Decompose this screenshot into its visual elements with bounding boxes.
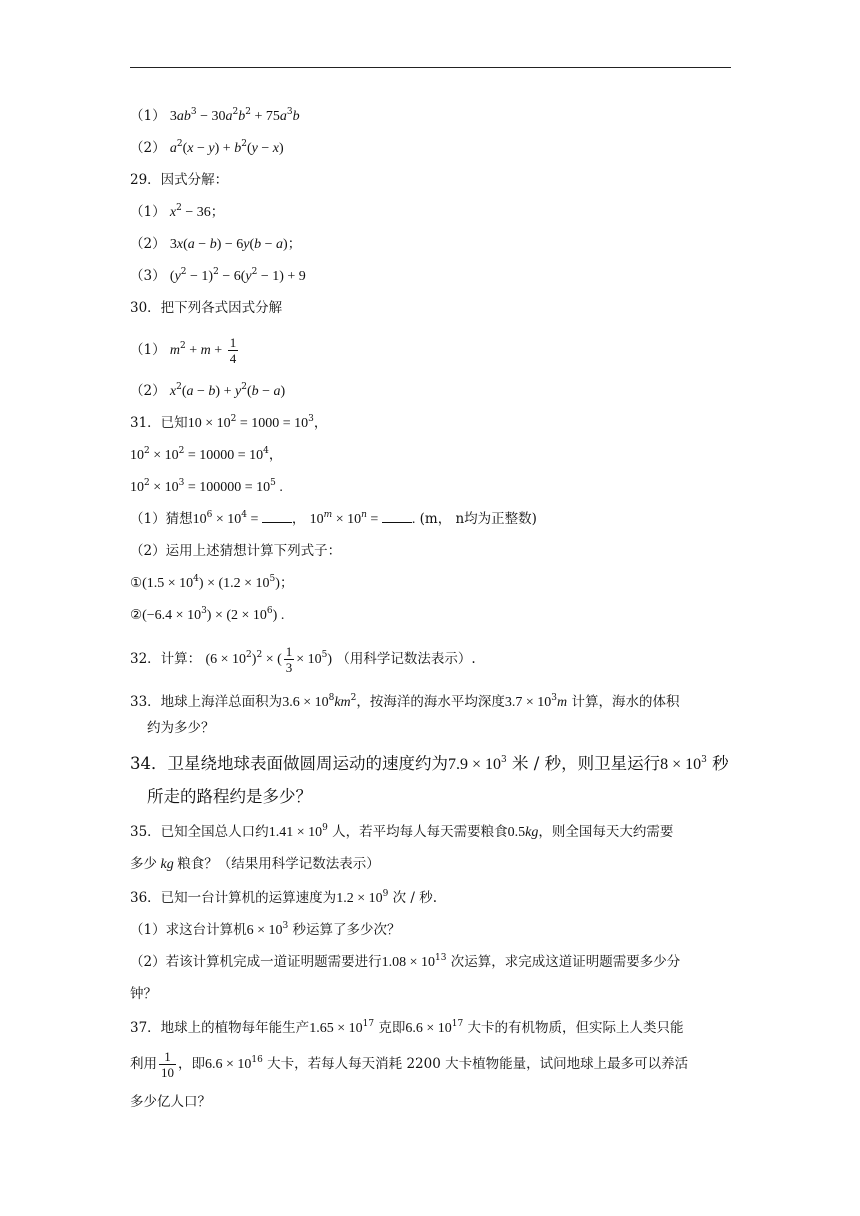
q36-part2-line1: （2）若该计算机完成一道证明题需要进行$1.08 \times 10^{13}$ 次运算，求完成这道证明题需要多少分	[130, 952, 681, 970]
q35-line1: 35．已知全国总人口约$1.41 \times 10^9$ 人，若平均每人每天需要粮食0.5kg，则全国每天大约需要	[130, 822, 674, 840]
q31-title: 31．已知$10 \times 10^2 = 1000 = 10^3$，	[130, 413, 328, 431]
q31-example2: $10^2 \times 10^2 = 10000 = 10^4$，	[130, 445, 283, 463]
q29-part2: （2） 3x(a − b) − 6y(b − a)；	[130, 236, 302, 252]
q36-title: 36．已知一台计算机的运算速度为$1.2 \times 10^9$ 次 / 秒.	[130, 888, 438, 906]
q31-guess: （1）猜想$10^6 \times 10^4$ = ， $10^m \times 10^n$ = . (m， n均为正整数)	[130, 509, 537, 527]
q37-line2: 利用 $\frac{1}{10}$ ，即$6.6 \times 10^{16}$ 大卡，若每人每天消耗 2200 大卡植物能量，试问地球上最多可以养活	[130, 1049, 689, 1080]
q28-part1: （1） $3ab^3 - 30a^2b^2 + 75a^3b$	[130, 106, 300, 124]
q29-title: 29．因式分解：	[130, 172, 229, 188]
q29-part1: （1） $x^2 - 36$；	[130, 202, 225, 220]
q35-line2: 多少 kg 粮食？（结果用科学记数法表示）	[130, 856, 380, 872]
fraction-one-quarter: $\frac{1}{4}$	[229, 335, 237, 366]
q32: 32．计算： $(6 \times 10^2)^2$ × ( $\frac{1}{3}$ × $10^5$) （用科学记数法表示）.	[130, 644, 476, 675]
header-rule	[130, 67, 731, 68]
q31-example3: $10^2 \times 10^3 = 100000 = 10^5$ .	[130, 477, 283, 495]
q30-part1: （1） $m^2 + m$ + $\frac{1}{4}$	[130, 335, 237, 366]
q31-calc1: ①(1.5 × $10^4) \times (1.2 \times 10^5)$；	[130, 573, 294, 591]
q28-part2: （2） $a^2(x - y) + b^2(y - x)$	[130, 138, 284, 156]
q30-part2: （2） $x^2(a - b) + y^2(b - a)$	[130, 381, 286, 399]
q31-calc2: ②(−6.4 × $10^3) \times (2 \times 10^6)$ .	[130, 605, 285, 623]
q37-line3: 多少亿人口？	[130, 1094, 211, 1110]
q34-line2: 所走的路程约是多少？	[147, 787, 312, 806]
q30-title: 30．把下列各式因式分解	[130, 300, 283, 316]
q34-line1: 34．卫星绕地球表面做圆周运动的速度约为$7.9 \times 10^3$ 米 / 秒，则卫星运行$8 \times 10^3$ 秒	[130, 754, 729, 773]
q31-part2: （2）运用上述猜想计算下列式子：	[130, 543, 342, 559]
q36-part1: （1）求这台计算机$6 \times 10^3$ 秒运算了多少次？	[130, 920, 401, 938]
q36-part2-line2: 钟？	[130, 986, 157, 1002]
answer-blank-2[interactable]	[382, 510, 412, 523]
q33-line2: 约为多少？	[147, 720, 215, 736]
q37-line1: 37．地球上的植物每年能生产$1.65 \times 10^{17}$ 克即$6.6 \times 10^{17}$ 大卡的有机物质，但实际上人类只能	[130, 1018, 684, 1036]
fraction-one-third: $\frac{1}{3}$	[285, 644, 293, 675]
fraction-one-tenth: $\frac{1}{10}$	[161, 1049, 174, 1080]
q33-line1: 33．地球上海洋总面积为$3.6 \times 10^8km^2$，按海洋的海水平均深度$3.7 \times 10^3m$ 计算，海水的体积	[130, 692, 680, 710]
answer-blank-1[interactable]	[262, 510, 292, 523]
q29-part3: （3） $(y^2 - 1)^2 - 6(y^2 - 1) + 9$	[130, 266, 306, 284]
